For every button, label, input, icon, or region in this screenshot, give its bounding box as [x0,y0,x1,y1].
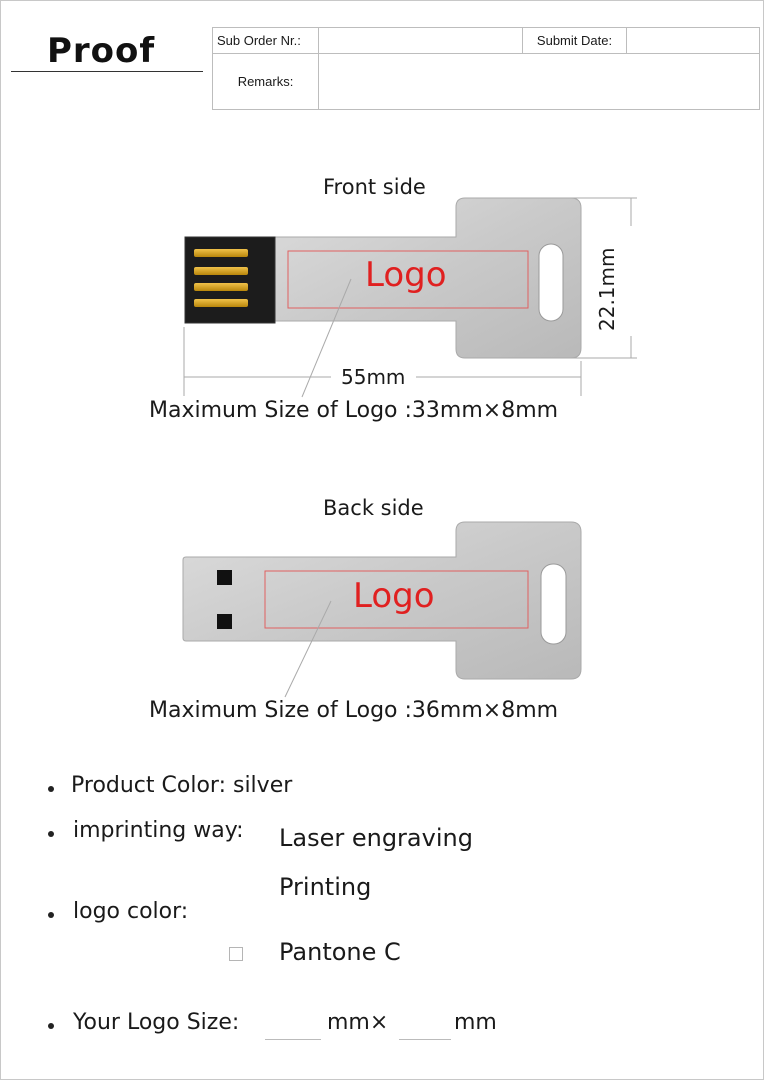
back-side-heading: Back side [323,496,424,520]
gold-pin-1 [194,249,248,257]
logo-height-blank[interactable] [399,1039,451,1040]
printing-option[interactable]: Printing [279,873,372,901]
front-key-slot [539,244,563,321]
back-key-slot [541,564,566,644]
size-unit-2: mm [454,1010,497,1035]
usb-hole-1 [217,570,232,585]
front-side-heading: Front side [323,175,426,199]
back-max-logo-size: Maximum Size of Logo :36mm×8mm [149,698,559,723]
product-color-label: Product Color: silver [71,773,293,798]
sub-order-label: Sub Order Nr.: [213,28,319,54]
gold-pin-4 [194,299,248,307]
size-unit-1: mm× [327,1010,389,1035]
page-title: Proof [47,31,156,71]
laser-engraving-option[interactable]: Laser engraving [279,824,473,852]
logo-color-label: logo color: [73,899,189,924]
bullet-icon [48,1023,54,1029]
front-logo-text: Logo [365,255,447,295]
back-logo-text: Logo [353,576,435,616]
height-dimension: 22.1mm [595,247,619,331]
remarks-label: Remarks: [213,54,319,110]
pantone-checkbox[interactable] [229,947,243,961]
gold-pin-2 [194,267,248,275]
logo-width-blank[interactable] [265,1039,321,1040]
length-dimension: 55mm [341,365,406,389]
logo-size-label: Your Logo Size: [73,1010,240,1035]
front-max-logo-size: Maximum Size of Logo :33mm×8mm [149,398,559,423]
gold-pin-3 [194,283,248,291]
imprinting-way-label: imprinting way: [73,818,244,843]
bullet-icon [48,912,54,918]
submit-date-label: Submit Date: [523,28,627,54]
bullet-icon [48,831,54,837]
pantone-option[interactable]: Pantone C [279,938,401,966]
usb-hole-2 [217,614,232,629]
bullet-icon [48,786,54,792]
